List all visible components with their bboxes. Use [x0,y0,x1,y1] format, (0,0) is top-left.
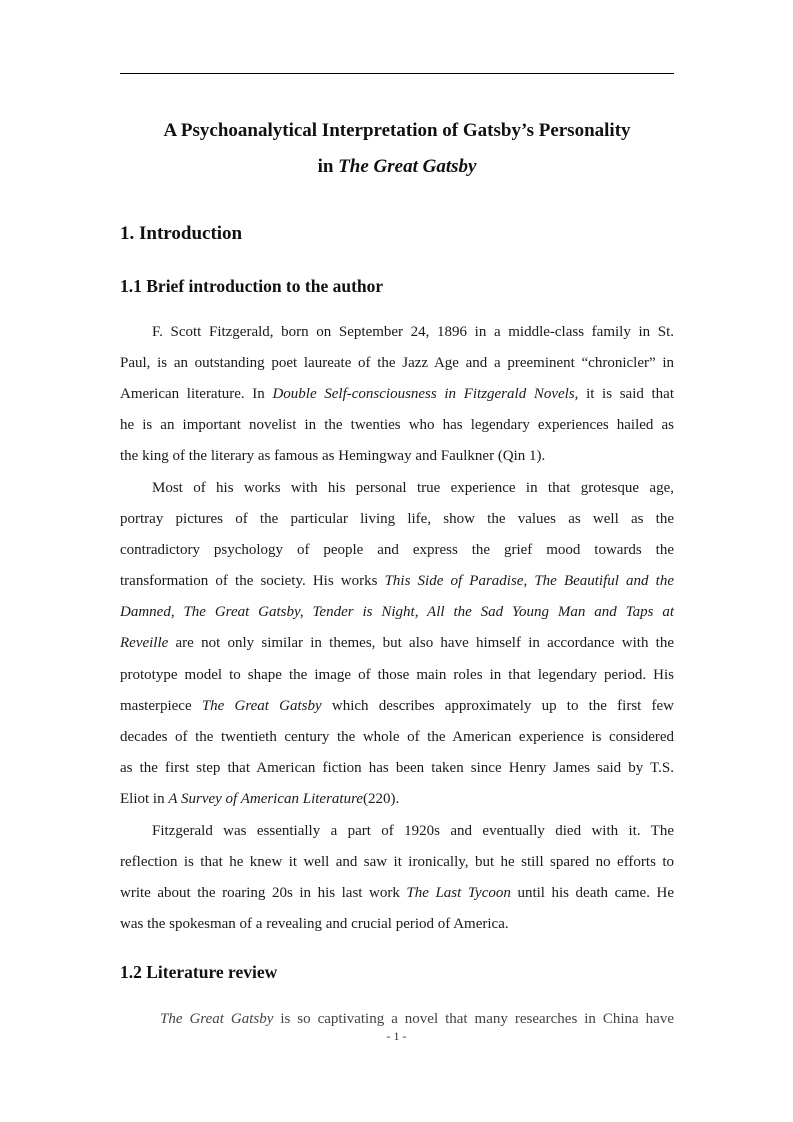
text-line: American literature. In Double Self-consciousness in Fitzgerald Novels, it is said that [120,386,674,402]
text-line: write about the roaring 20s in his last work The Last Tycoon until his death came. He [120,885,674,901]
subsection-heading-author: 1.1 Brief introduction to the author [120,276,384,296]
book-title: The Great Gatsby [338,156,477,177]
text-line: The Great Gatsby is so captivating a novel that many researches in China have [160,1011,674,1027]
text-line: prototype model to shape the image of those main roles in that legendary period. His [120,667,674,683]
text-line: the king of the literary as famous as Hemingway and Faulkner (Qin 1). [120,448,546,464]
text-line: Paul, is an outstanding poet laureate of the Jazz Age and a preeminent “chronicler” in [120,355,674,371]
text-line: portray pictures of the particular living life, show the values as well as the [120,511,674,527]
text-line: Damned, The Great Gatsby, Tender is Night, All the Sad Young Man and Taps at [120,604,674,620]
text-line: masterpiece The Great Gatsby which describes approximately up to the first few [120,698,675,714]
text-line: F. Scott Fitzgerald, born on September 24, 1896 in a middle-class family in St. [152,324,674,340]
text-line: reflection is that he knew it well and saw it ironically, but he still spared no efforts to [120,854,674,870]
text-line: Most of his works with his personal true experience in that grotesque age, [152,480,674,496]
text-line: contradictory psychology of people and express the grief mood towards the [120,542,674,558]
text-line: transformation of the society. His works This Side of Paradise, The Beautiful and the [120,573,674,589]
text-line: as the first step that American fiction has been taken since Henry James said by T.S. [120,760,674,776]
document-title-line1: A Psychoanalytical Interpretation of Gatsby’s Personality [163,120,631,141]
text-line: Fitzgerald was essentially a part of 1920s and eventually died with it. The [152,823,674,839]
section-heading-introduction: 1. Introduction [120,223,243,244]
document-title-line2: in The Great Gatsby [317,156,477,177]
text-line: Reveille are not only similar in themes, but also have himself in accordance with the [120,635,674,651]
text-line: Eliot in A Survey of American Literature(220). [120,791,400,807]
header-rule [120,73,674,74]
text-line: decades of the twentieth century the whole of the American experience is considered [120,729,674,745]
subsection-heading-literature-review: 1.2 Literature review [120,962,278,982]
text-line: was the spokesman of a revealing and crucial period of America. [120,916,509,932]
page-number: - 1 - [386,1029,407,1043]
text-line: he is an important novelist in the twenties who has legendary experiences hailed as [120,417,674,433]
